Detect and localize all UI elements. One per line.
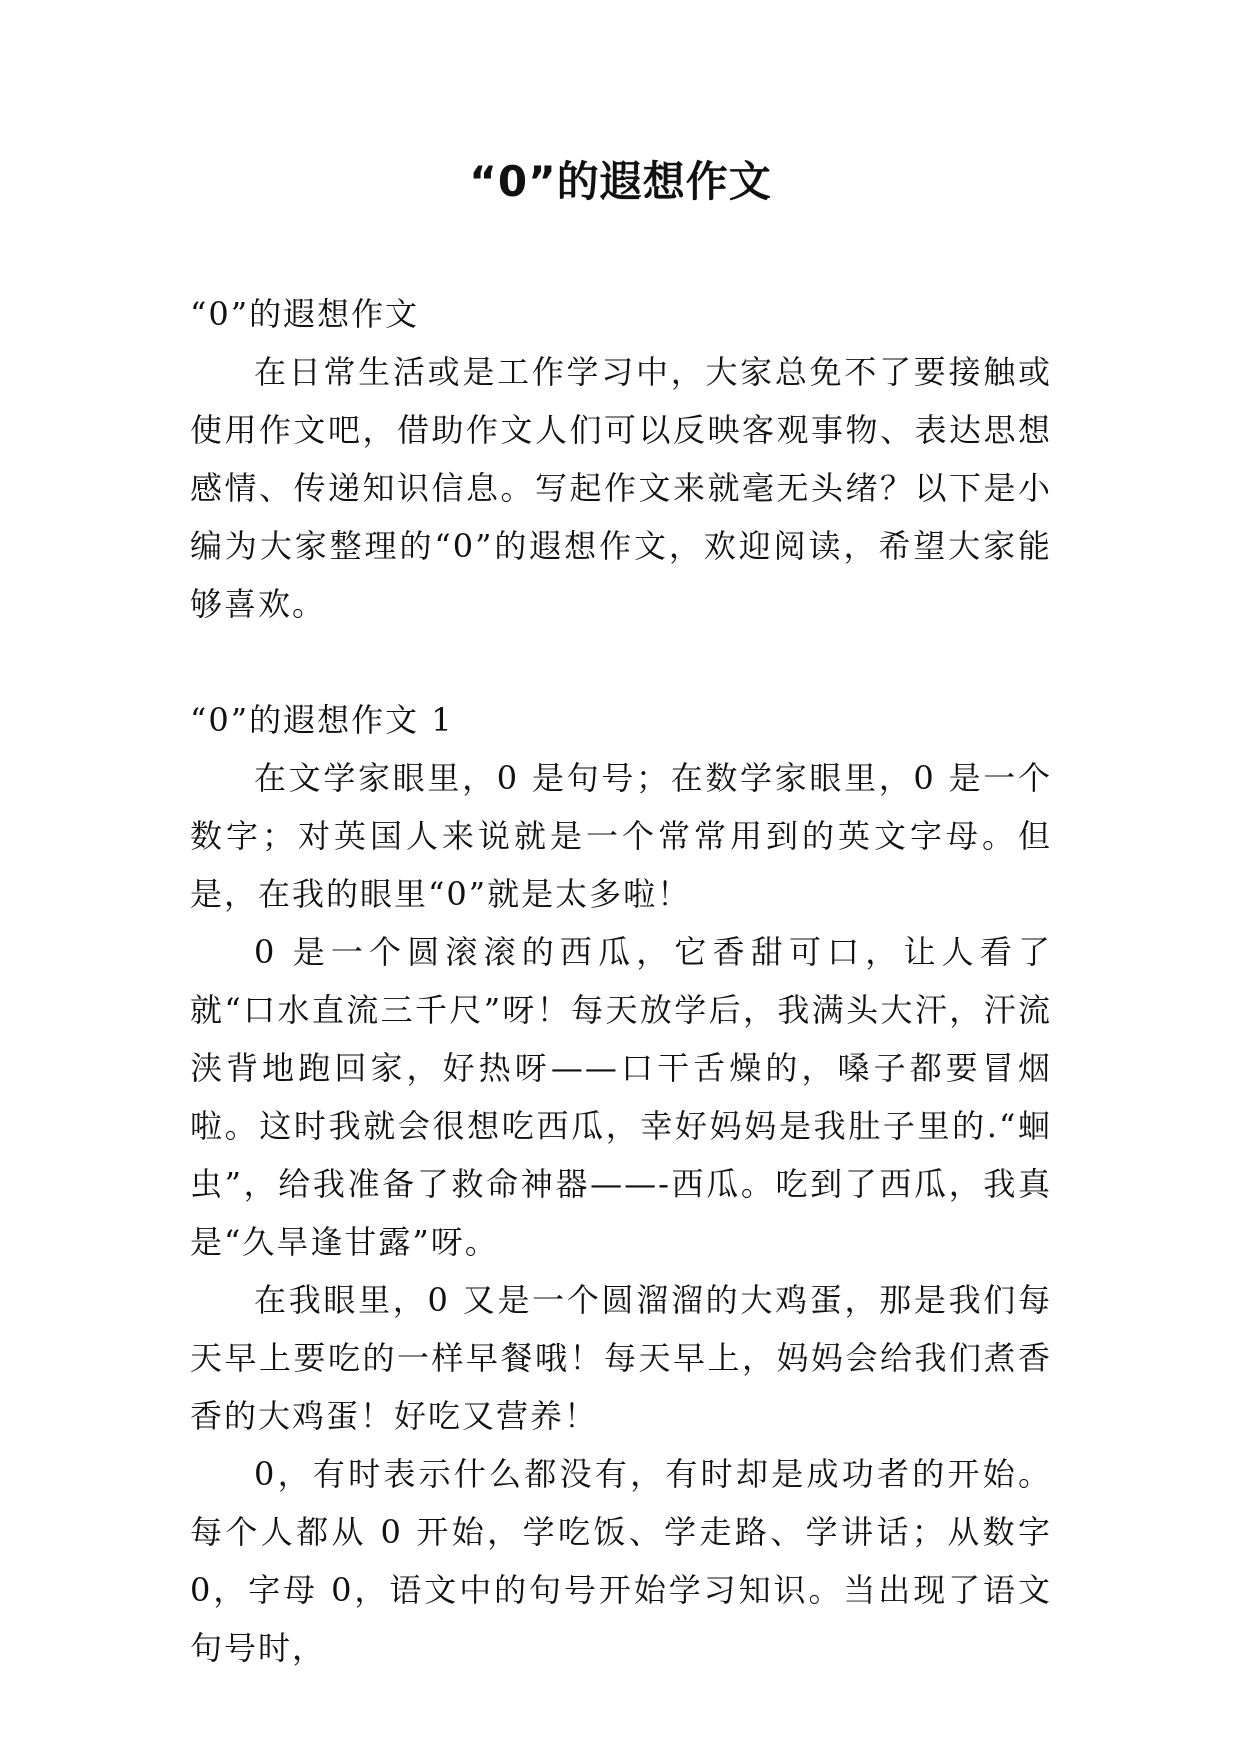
body-paragraph-1: 在文学家眼里，0 是句号；在数学家眼里，0 是一个数字；对英国人来说就是一个常常用到的英文字母。但是，在我的眼里“0”就是太多啦！ xyxy=(190,759,1052,913)
document-heading: “0”的遐想作文 xyxy=(190,295,420,333)
document-body xyxy=(190,285,1052,1677)
intro-paragraph: 在日常生活或是工作学习中，大家总免不了要接触或使用作文吧，借助作文人们可以反映客观事物、表达思想感情、传递知识信息。写起作文来就毫无头绪？以下是小编为大家整理的“0”的遐想作文，欢迎阅读，希望大家能够喜欢。 xyxy=(190,353,1052,623)
body-paragraph-2: 0 是一个圆滚滚的西瓜，它香甜可口，让人看了就“口水直流三千尺”呀！每天放学后，我满头大汗，汗流浃背地跑回家，好热呀——口干舌燥的，嗓子都要冒烟啦。这时我就会很想吃西瓜，幸好妈妈是我肚子里的.“蛔虫”，给我准备了救命神器——-西瓜。吃到了西瓜，我真是“久旱逢甘露”呀。 xyxy=(190,933,1052,1261)
body-paragraph-4: 0，有时表示什么都没有，有时却是成功者的开始。每个人都从 0 开始，学吃饭、学走路、学讲话；从数字 0，字母 0，语文中的句号开始学习知识。当出现了语文句号时， xyxy=(190,1455,1052,1667)
section-heading: “0”的遐想作文 1 xyxy=(190,701,454,739)
paragraph-spacer xyxy=(190,633,1052,691)
page-title: “0”的遐想作文 xyxy=(469,157,772,206)
body-paragraph-3: 在我眼里，0 又是一个圆溜溜的大鸡蛋，那是我们每天早上要吃的一样早餐哦！每天早上，妈妈会给我们煮香香的大鸡蛋！好吃又营养！ xyxy=(190,1281,1052,1435)
